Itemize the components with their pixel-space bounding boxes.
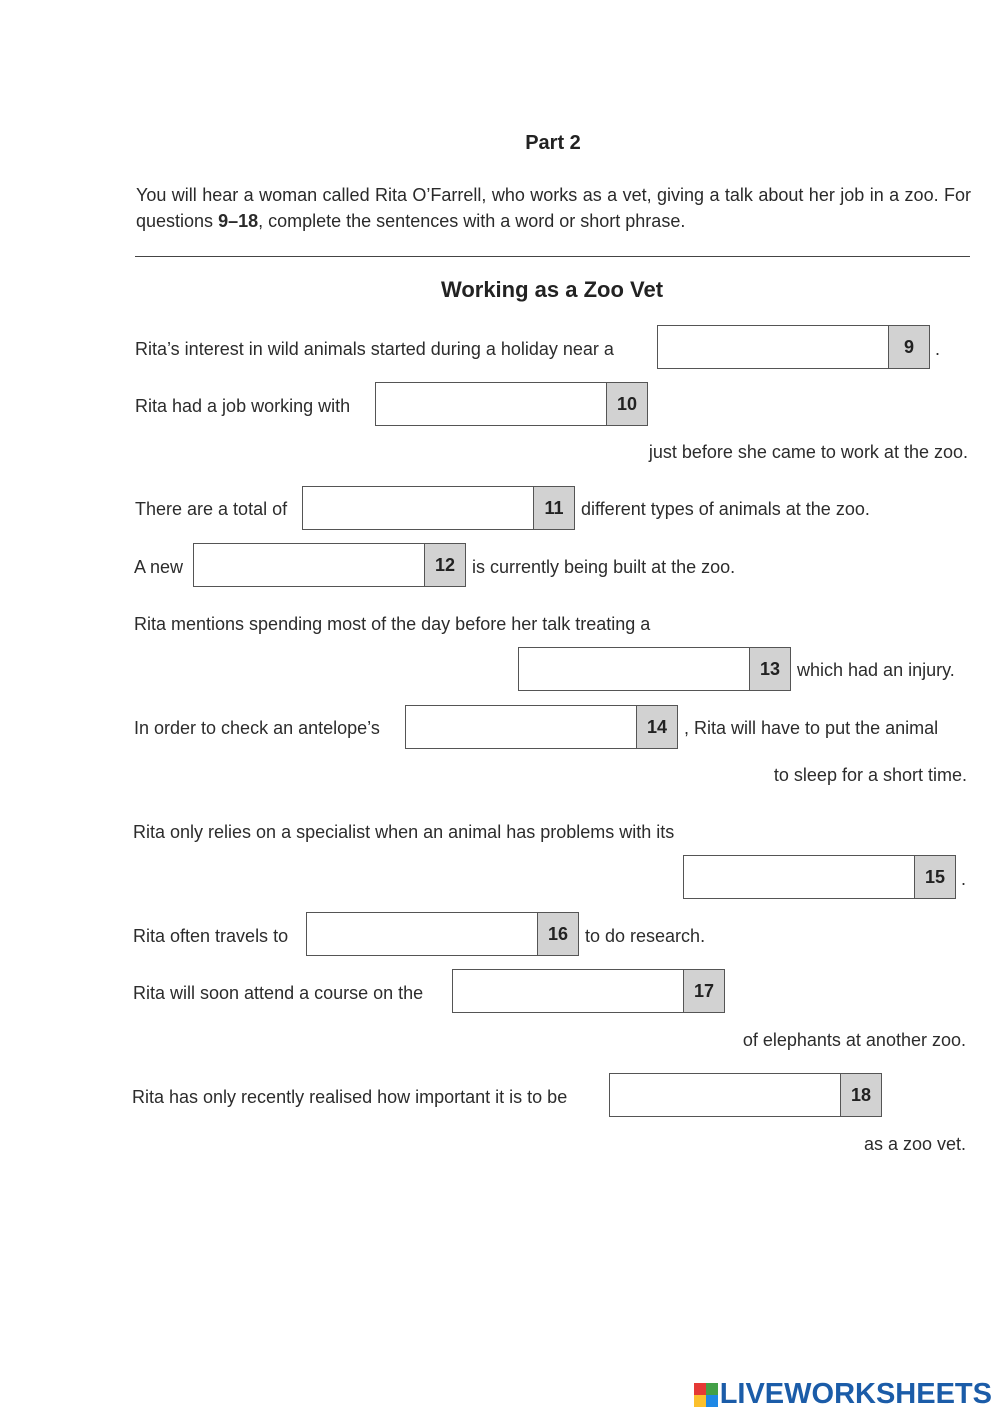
section-title: Working as a Zoo Vet — [440, 277, 664, 302]
q15-answer-input[interactable] — [684, 856, 914, 898]
q18-number: 18 — [840, 1074, 881, 1116]
q13-number: 13 — [749, 648, 790, 690]
liveworksheets-brand — [694, 1378, 992, 1411]
q13-text-after: which had an injury. — [797, 660, 955, 680]
q10-answer-box — [375, 382, 648, 426]
q18-answer-box — [609, 1073, 882, 1117]
q16-answer-input[interactable] — [307, 913, 537, 955]
q14-text-after-2: to sleep for a short time. — [773, 765, 967, 785]
q14-text-before: In order to check an antelope’s — [134, 718, 380, 738]
q10-answer-input[interactable] — [376, 383, 606, 425]
q9-answer-input[interactable] — [658, 326, 888, 368]
q16-number: 16 — [537, 913, 578, 955]
q15-answer-box — [683, 855, 956, 899]
q17-number: 17 — [683, 970, 724, 1012]
q16-text-after: to do research. — [585, 926, 706, 946]
q15-number: 15 — [914, 856, 955, 898]
liveworksheets-logo-icon — [694, 1383, 718, 1407]
q9-number: 9 — [888, 326, 929, 368]
q12-text-before: A new — [134, 557, 184, 577]
q10-number: 10 — [606, 383, 647, 425]
q9-answer-box — [657, 325, 930, 369]
q14-answer-input[interactable] — [406, 706, 636, 748]
q10-text-before: Rita had a job working with — [135, 396, 351, 416]
instructions-text-a: You will hear a woman called Rita O’Farrell, who works as a vet, giving a talk about her job in a zoo. For questions — [136, 185, 971, 231]
q13-text-before: Rita mentions spending most of the day before her talk treating a — [134, 614, 651, 634]
q11-text-before: There are a total of — [135, 499, 288, 519]
q15-text-after: . — [961, 869, 967, 889]
q14-answer-box — [405, 705, 678, 749]
instructions-text-b: , complete the sentences with a word or short phrase. — [258, 211, 686, 231]
q12-answer-input[interactable] — [194, 544, 424, 586]
q15-text-before: Rita only relies on a specialist when an animal has problems with its — [133, 822, 675, 842]
q13-answer-box — [518, 647, 791, 691]
q11-answer-box — [302, 486, 575, 530]
q16-text-before: Rita often travels to — [133, 926, 289, 946]
q14-number: 14 — [636, 706, 677, 748]
q17-text-after: of elephants at another zoo. — [742, 1030, 966, 1050]
q13-answer-input[interactable] — [519, 648, 749, 690]
q12-number: 12 — [424, 544, 465, 586]
q9-text-after: . — [935, 339, 941, 359]
q18-text-before: Rita has only recently realised how important it is to be — [132, 1087, 568, 1107]
q16-answer-box — [306, 912, 579, 956]
q14-text-after: , Rita will have to put the animal — [684, 718, 939, 738]
instructions-question-range: 9–18 — [218, 211, 259, 231]
q10-text-after: just before she came to work at the zoo. — [648, 442, 968, 462]
divider — [135, 256, 970, 257]
q11-number: 11 — [533, 487, 574, 529]
brand-name: LIVEWORKSHEETS — [719, 1378, 992, 1410]
instructions — [136, 182, 971, 234]
q17-answer-input[interactable] — [453, 970, 683, 1012]
q18-answer-input[interactable] — [610, 1074, 840, 1116]
q17-answer-box — [452, 969, 725, 1013]
q12-text-after: is currently being built at the zoo. — [472, 557, 736, 577]
q17-text-before: Rita will soon attend a course on the — [133, 983, 424, 1003]
q11-text-after: different types of animals at the zoo. — [581, 499, 870, 519]
q9-text-before: Rita’s interest in wild animals started during a holiday near a — [135, 339, 614, 359]
part-title: Part 2 — [525, 132, 581, 154]
q11-answer-input[interactable] — [303, 487, 533, 529]
q12-answer-box — [193, 543, 466, 587]
q18-text-after: as a zoo vet. — [863, 1134, 966, 1154]
